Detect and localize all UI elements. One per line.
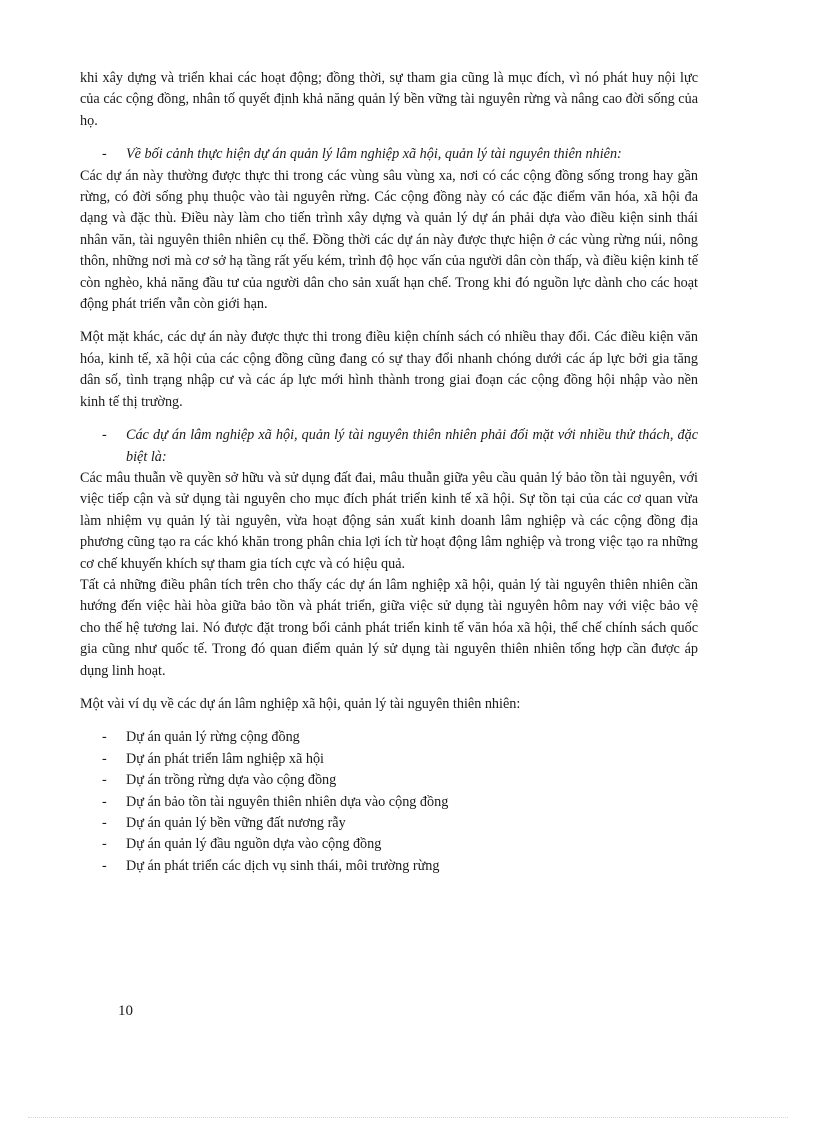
paragraph-conclusion: Tất cả những điều phân tích trên cho thấy các dự án lâm nghiệp xã hội, quản lý tài nguyên thiên nhiên cần hướng đến việc hài hòa giữa bảo tồn và phát triển, giữa việc sử dụng tài nguyên hôm nay với việc bảo vệ cho thế hệ tương lai. Nó được đặt trong bối cảnh phát triển kinh tế văn hóa xã hội, thể chế chính sách quốc gia cũng như quốc tế. Trong đó quan điểm quản lý sử dụng tài nguyên thiên nhiên tổng hợp cần được áp dụng linh hoạt. — [80, 576, 698, 679]
list-item — [102, 834, 698, 855]
paragraph-conflicts: Các mâu thuẫn về quyền sở hữu và sử dụng đất đai, mâu thuẫn giữa yêu cầu quản lý bảo tồn tài nguyên, với việc tiếp cận và sử dụng tài nguyên cho mục đích phát triển kinh tế xã hội. Sự tồn tại của các cơ quan vừa làm nhiệm vụ quản lý tài nguyên, vừa hoạt động sản xuất kinh doanh lâm nghiệp và các cộng đồng địa phương cũng tạo ra các khó khăn trong phân chia lợi ích từ hoạt động lâm nghiệp và trong việc tạo ra những cơ chế khuyến khích sự tham gia tích cực và có hiệu quả. — [80, 469, 698, 572]
list-item-text: Dự án trồng rừng dựa vào cộng đồng — [126, 772, 337, 789]
list-item-text: Dự án phát triển các dịch vụ sinh thái, môi trường rừng — [126, 857, 440, 874]
paragraph-examples-intro: Một vài ví dụ về các dự án lâm nghiệp xã hội, quản lý tài nguyên thiên nhiên: — [80, 695, 521, 712]
paragraph-intro: khi xây dựng và triển khai các hoạt động; đồng thời, sự tham gia cũng là mục đích, vì nó phát huy nội lực của các cộng đồng, nhân tố quyết định khả năng quản lý bền vững tài nguyên rừng và nâng cao đời sống của họ. — [80, 70, 698, 129]
list-item-text: Dự án phát triển lâm nghiệp xã hội — [126, 750, 324, 767]
dash-bullet: - — [102, 793, 107, 810]
section-heading-challenges — [80, 425, 698, 468]
dash-bullet: - — [102, 729, 107, 746]
list-item — [102, 792, 698, 813]
list-item-text: Dự án quản lý rừng cộng đồng — [126, 729, 300, 746]
list-item — [102, 727, 698, 748]
list-item — [102, 770, 698, 791]
heading-text: Về bối cảnh thực hiện dự án quản lý lâm nghiệp xã hội, quản lý tài nguyên thiên nhiên: — [126, 146, 622, 163]
page-number: 10 — [118, 1003, 133, 1019]
dash-bullet: - — [102, 772, 107, 789]
dash-bullet: - — [102, 146, 107, 163]
page-bottom-divider — [28, 1117, 788, 1118]
paragraph-policy-change: Một mặt khác, các dự án này được thực thi trong điều kiện chính sách có nhiều thay đổi. Các điều kiện văn hóa, kinh tế, xã hội của các cộng đồng cũng đang có sự thay đổi nhanh chóng dưới các áp lực bởi gia tăng dân số, tình trạng nhập cư và các áp lực mới hình thành trong giai đoạn các cộng đồng hội nhập vào nền kinh tế thị trường. — [80, 329, 698, 410]
dash-bullet: - — [102, 750, 107, 767]
examples-list — [80, 727, 698, 877]
dash-bullet: - — [102, 427, 107, 444]
document-body — [80, 68, 698, 877]
dash-bullet: - — [102, 836, 107, 853]
dash-bullet: - — [102, 815, 107, 831]
list-item — [102, 813, 698, 834]
heading-text: Các dự án lâm nghiệp xã hội, quản lý tài nguyên thiên nhiên phải đối mặt với nhiều thử thách, đặc biệt là: — [126, 427, 698, 465]
dash-bullet: - — [102, 857, 107, 874]
list-item-text: Dự án quản lý bền vững đất nương rẫy — [126, 815, 346, 831]
list-item — [102, 856, 698, 877]
list-item-text: Dự án bảo tồn tài nguyên thiên nhiên dựa vào cộng đồng — [126, 793, 449, 810]
list-item — [102, 749, 698, 770]
list-item-text: Dự án quản lý đầu nguồn dựa vào cộng đồng — [126, 836, 382, 853]
section-heading-context — [80, 144, 698, 165]
paragraph-context: Các dự án này thường được thực thi trong các vùng sâu vùng xa, nơi có các cộng đồng sống trong hay gần rừng, có đời sống phụ thuộc vào tài nguyên rừng. Các cộng đồng này có các đặc điểm văn hóa, xã hội đa dạng và đặc thù. Điều này làm cho tiến trình xây dựng và quản lý dự án phải dựa vào điều kiện sinh thái nhân văn, tài nguyên thiên nhiên cụ thể. Đồng thời các dự án này được thực hiện ở các vùng rừng núi, nông thôn, những nơi mà cơ sở hạ tầng rất yếu kém, trình độ học vấn của người dân còn thấp, và điều kiện kinh tế còn nghèo, khả năng đầu tư của người dân cho sản xuất hạn chế. Trong khi đó nguồn lực dành cho các hoạt động phát triển vẫn còn giới hạn. — [80, 167, 698, 313]
